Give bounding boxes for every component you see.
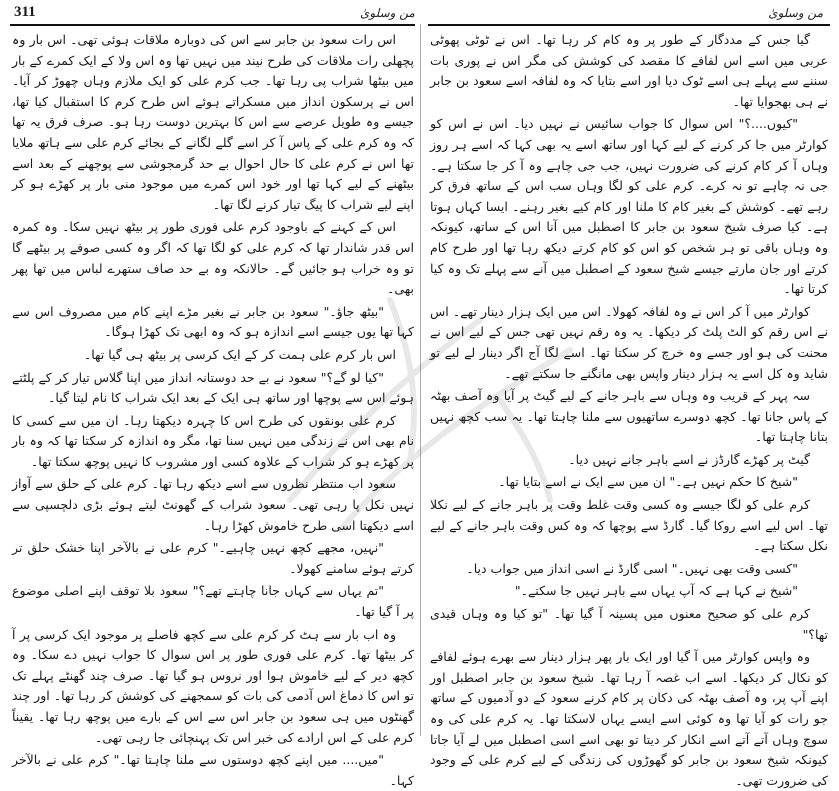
paragraph: اس بار کرم علی ہمت کر کے ایک کرسی پر بیٹھ ہی گیا تھا۔	[83, 346, 396, 362]
header-rule-left	[10, 24, 415, 26]
running-title-left: من وسلوىٰ	[360, 6, 415, 20]
paragraph: "نہیں، مجھے کچھ نہیں چاہیے۔" کرم علی نے بالآخر اپنا خشک حلق تر کرتے ہوئے سامنے کھولا۔	[12, 540, 414, 576]
paragraph: سعود اب منتظر نظروں سے اسے دیکھ رہا تھا۔ کرم علی کے حلق سے آواز نہیں نکل پا رہی تھی۔ سعود شراب کے گھونٹ لیتے ہوئے بڑی دلچسپی سے اسے دیکھتا اسی طرح خاموش کھڑا رہا۔	[12, 476, 414, 533]
paragraph: "بیٹھ جاؤ۔" سعود بن جابر نے بغیر مڑے اپنے کام میں مصروف اس سے کہا تھا یوں جیسے اسے اندازہ ہو کہ وہ ابھی تک کھڑا ہوگا۔	[12, 303, 414, 340]
left-text-column	[12, 30, 414, 788]
paragraph: "تم یہاں سے کہاں جانا چاہتے تھے؟" سعود بلا توقف اپنے اصلی موضوع پر آ گیا تھا۔	[12, 583, 414, 620]
paragraph: کرم علی کو صحیح معنوں میں پسینہ آ گیا تھا۔ "تو کیا وہ وہاں قیدی تھا؟"	[430, 606, 828, 642]
paragraph: وہ اب بار سے ہٹ کر کرم علی سے کچھ فاصلے پر موجود ایک کرسی پر آ کر بیٹھا تھا۔ کرم علی فوری طور پر اس سوال کا جواب نہیں دے سکا۔ وہ کچھ دیر کے لیے خاموش ہوا اور نروس ہو گیا تھا۔ صرف چند گھنٹے پہلے تک تو اس کا دماغ اس آدمی کی بات کو سمجھنے کی کوشش کر رہا تھا۔ اور چند گھنٹوں میں ہی سعود بن جابر اس سے اس کے بارے میں پوچھ رہا تھا۔ یقیناً کرم علی کے اس ارادے کی خبر اس تک پہنچائی جا رہی تھی۔	[12, 626, 414, 745]
page-number: 311	[14, 4, 36, 20]
paragraph: وہ واپس کوارٹر میں آ گیا اور ایک بار پھر ہزار دینار سے بھرے ہوئے لفافے کو نکال کر دیکھا۔ اسے اب غصہ آ رہا تھا۔ شیخ سعود بن جابر اصطبل اور اپنے آپ پر، وہ آصف بھٹہ کی دکان پر کام کرنے سعود کے دو آدمیوں کے ساتھ جو رات کو آیا تھا وہ کوئی اسے ایسے یہاں لاسکتا تھا۔ یہ کرم علی کی وہ سوچ وہاں آتے آتے اسے انکار کر دیتا تو بھی اسے اسی اصطبل میں لے آیا جاتا کیونکہ شیخ سعود بن جابر کو گھوڑوں کی زندگی کے لیے کرم علی کے وجود کی ضرورت تھی۔	[430, 649, 828, 788]
paragraph: "میں.... میں اپنے کچھ دوستوں سے ملنا چاہتا تھا۔" کرم علی نے بالآخر کہا۔	[12, 752, 414, 788]
header-rule-right	[428, 24, 830, 26]
paragraph: "شیخ نے کہا ہے کہ آپ یہاں سے باہر نہیں جا سکتے۔"	[514, 583, 798, 599]
right-text-column	[430, 30, 828, 788]
paragraph: گیا جس کے مددگار کے طور پر وہ کام کر رہا تھا۔ اس نے ٹوٹی پھوٹی عربی میں اسے اس لفافے کا مقصد کی کوشش کی مگر اس نے پوری بات سننے سے پہلے ہی اسے ٹوک دیا اور اسے بتایا کہ وہ لفافہ اسے سعود بن جابر نے ہی بھجوایا تھا۔	[430, 32, 828, 109]
paragraph: گیٹ پر کھڑے گارڈز نے اسے باہر جانے نہیں دیا۔	[568, 451, 810, 467]
paragraph: اس رات سعود بن جابر سے اس کی دوبارہ ملاقات ہوئی تھی۔ اس بار وہ پچھلی رات ملاقات کی طرح نیند میں نہیں تھا وہ اس ولا کے ایک کمرے کے بار میں بیٹھا شراب پی رہا تھا۔ جب کرم علی کو ایک ملازم وہاں چھوڑ کر آیا۔ اس نے پرسکون انداز میں مسکراتے ہوئے اس طرح کرم کا استقبال کیا تھا، جیسے وہ طویل عرصے سے اس کا بہترین دوست رہا ہو۔ صرف فرق یہ تھا کہ وہ کرم علی کے پاس آ کر اسے گلے لگانے کے بجائے کرم علی سے ہاتھ ملایا تھا اس نے کرم علی کا حال احوال بے حد گرمجوشی سے پوچھنے کے بعد اسے بیٹھنے کے لیے کہا تھا اور خود اس کمرے میں موجود منی بار پر کھڑے ہو کر اپنے لیے شراب کا پیگ تیار کرنے لگا تھا۔	[12, 32, 414, 212]
paragraph: "کیا لو گے؟" سعود نے بے حد دوستانہ انداز میں اپنا گلاس تیار کر کے پلٹتے ہوئے اس سے پوچھا اور ساتھ ہی ایک کے بعد ایک شراب کا نام لیتا گیا۔	[12, 369, 414, 406]
paragraph: اس کے کہنے کے باوجود کرم علی فوری طور پر بیٹھ نہیں سکا۔ وہ کمرہ اس قدر شاندار تھا کہ کرم علی کو لگا تھا کہ اگر وہ کسی صوفے پر بیٹھے گا تو وہ خراب ہو جائیں گے۔ حالانکہ وہ بے حد صاف ستھرے لباس میں تھا پھر بھی۔	[12, 219, 414, 297]
paragraph: "شیخ کا حکم نہیں ہے۔" ان میں سے ایک نے اسے بتایا تھا۔	[498, 474, 798, 490]
running-title-right: من وسلوىٰ	[768, 6, 823, 20]
paragraph: کرم علی بونقوں کی طرح اس کا چہرہ دیکھتا رہا۔ ان میں سے کسی کا نام بھی اس نے زندگی میں نہیں سنا تھا، مگر وہ اندازہ کر سکتا تھا کہ وہ بار پر کھڑے ہو کر شراب کے علاوہ کسی اور مشروب کا نہیں پوچھ سکتا تھا۔	[12, 412, 414, 469]
paragraph: کرم علی کو لگا جیسے وہ کسی وقت غلط وقت پر باہر جانے کے لیے نکلا تھا۔ اس لیے اسے روکا گیا۔ گارڈ سے پوچھا کہ وہ کس وقت باہر جانے کے لیے نکل سکتا ہے۔	[430, 497, 828, 554]
paragraph: کوارٹر میں آ کر اس نے وہ لفافہ کھولا۔ اس میں ایک ہزار دینار تھے۔ اس نے اس رقم کو الٹ پلٹ کر دیکھا۔ یہ وہ رقم نہیں تھی جس کے لیے اس نے محنت کی ہو اور جسے وہ خرچ کر سکتا تھا۔ اسے لگا آج اگر دینار لے لیے تو شاید وہ کل اسے یہ ہزار دینار واپس بھی مانگنے جا سکتے تھے۔	[430, 303, 828, 381]
paragraph: "کسی وقت بھی نہیں۔" اسی گارڈ نے اسی انداز میں جواب دیا۔	[466, 560, 798, 576]
column-gutter	[420, 24, 421, 736]
paragraph: "کیوں....؟" اس سوال کا جواب سائیس نے نہیں دیا۔ اس نے اس کو کوارٹر میں جا کر کرنے کے لیے کہا اور ساتھ اسے یہ بھی کہا کہ اسے ہر روز وہاں آ کر کام کرنے کی ضرورت نہیں، جب جی چاہے وہ آ کر جا سکتا ہے۔ جی نہ چاہے تو نہ کرے۔ کرم علی کو لگا وہاں سب اس کے ساتھ فرق کر رہے تھے۔ کوشش کے بغیر کام کا ملنا اور کام کیے بغیر رہنے۔ ایسا کہاں ہوتا ہے۔ کیا صرف شیخ سعود بن جابر کا اصطبل میں آنا اس کے ساتھ، کیونکہ وہ وہاں باقی تو ہر شخص کو اس کو کام کرتے دیکھ رہا تھا اور طرح کام کرتے اور جان مارتے جیسے شیخ سعود کے اصطبل میں آنے سے پہلے تک وہ کیا کرتا تھا۔	[430, 116, 828, 297]
paragraph: سہ پہر کے قریب وہ وہاں سے باہر جانے کے لیے گیٹ پر آیا وہ آصف بھٹہ کے پاس جانا تھا۔ کچھ دوسرے ساتھیوں سے ملنا چاہتا تھا۔ یہ سب کچھ نہیں بتانا چاہتا تھا۔	[430, 388, 828, 445]
